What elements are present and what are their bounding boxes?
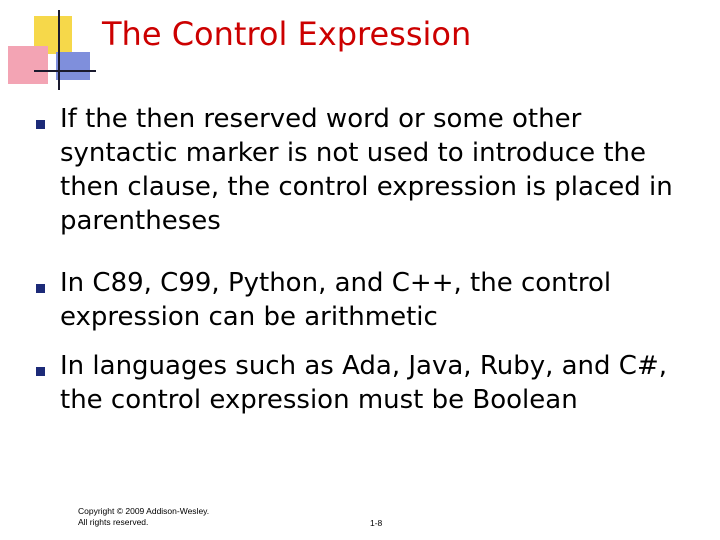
bullet-text: If the then reserved word or some other syntactic marker is not used to introduce the then clause, the control expression is placed in parentheses bbox=[60, 104, 673, 236]
footer-page-number: 1-8 bbox=[370, 518, 383, 528]
footer-copyright: Copyright © 2009 Addison-Wesley. All rights reserved. bbox=[78, 506, 210, 527]
deco-pink-square bbox=[8, 46, 48, 84]
bullet-text: In languages such as Ada, Java, Ruby, and C#, the control expression must be Boolean bbox=[60, 351, 668, 415]
square-bullet-icon bbox=[36, 367, 45, 376]
bullet-text: In C89, C99, Python, and C++, the control expression can be arithmetic bbox=[60, 268, 612, 332]
slide-title: The Control Expression bbox=[102, 15, 472, 53]
deco-horizontal-line bbox=[34, 70, 96, 72]
square-bullet-icon bbox=[36, 120, 45, 129]
square-bullet-icon bbox=[36, 284, 45, 293]
deco-vertical-line bbox=[58, 10, 60, 90]
deco-blue-square bbox=[56, 52, 90, 80]
